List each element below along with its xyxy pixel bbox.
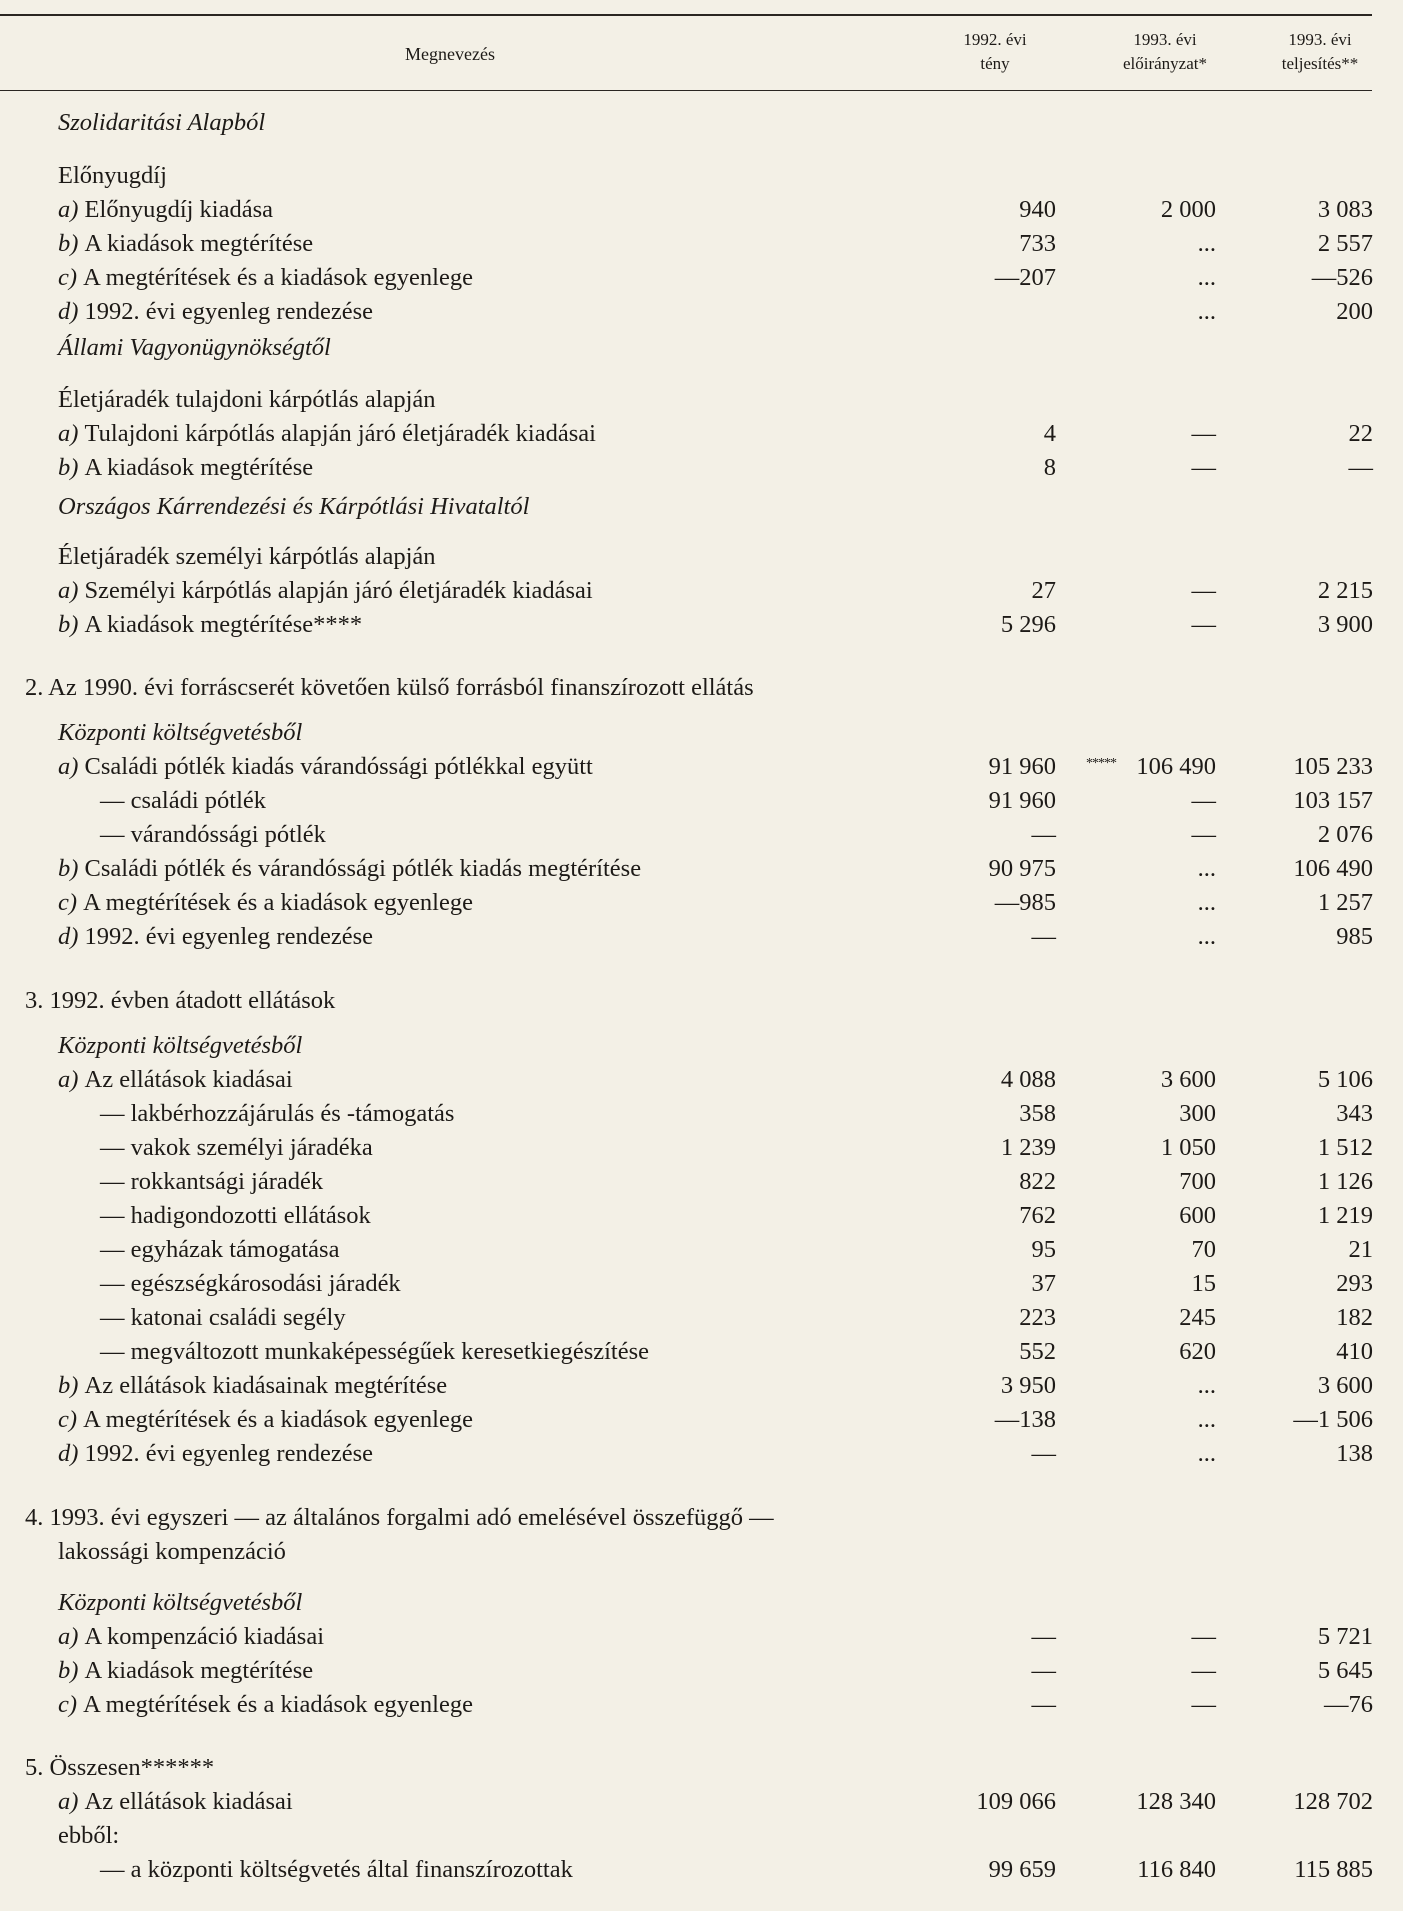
row-value-col3: 105 233 bbox=[1293, 753, 1373, 780]
row-value-col1: 762 bbox=[1019, 1202, 1056, 1229]
row-value-col3: 3 083 bbox=[1317, 196, 1373, 223]
table-row bbox=[0, 451, 1403, 485]
row-label: c) A megtérítések és a kiadások egyenlege bbox=[58, 264, 473, 291]
row-value-col1: 358 bbox=[1019, 1100, 1056, 1127]
row-label: Központi költségvetésből bbox=[58, 1589, 303, 1616]
table-row bbox=[0, 1335, 1403, 1369]
row-label: b) Az ellátások kiadásainak megtérítése bbox=[58, 1372, 448, 1399]
row-value-col3: 1 219 bbox=[1317, 1202, 1373, 1229]
row-value-col1: 5 296 bbox=[1000, 611, 1056, 638]
row-label: a) Személyi kárpótlás alapján járó életjáradék kiadásai bbox=[58, 577, 593, 604]
row-value-col3: 1 126 bbox=[1317, 1168, 1373, 1195]
row-value-col2: ... bbox=[1197, 264, 1216, 291]
row-value-col3: 138 bbox=[1336, 1440, 1373, 1467]
header-col3-line1: 1993. évi bbox=[1288, 30, 1352, 49]
table-row bbox=[0, 1586, 1403, 1620]
row-value-col2: — bbox=[1191, 454, 1216, 481]
table-row bbox=[0, 671, 1403, 705]
row-label: a) Az ellátások kiadásai bbox=[58, 1788, 293, 1815]
row-label: Életjáradék tulajdoni kárpótlás alapján bbox=[58, 386, 436, 413]
row-value-col2: 70 bbox=[1191, 1236, 1216, 1263]
row-value-col1: 1 239 bbox=[1000, 1134, 1056, 1161]
table-row bbox=[0, 818, 1403, 852]
header-col3-line2: teljesítés** bbox=[1281, 54, 1359, 73]
row-value-col1: —985 bbox=[994, 889, 1056, 916]
table-row bbox=[0, 1654, 1403, 1688]
table-row bbox=[0, 852, 1403, 886]
row-value-col3: 22 bbox=[1348, 420, 1373, 447]
top-rule bbox=[0, 14, 1372, 16]
row-label: lakossági kompenzáció bbox=[58, 1538, 286, 1565]
row-value-col3: 410 bbox=[1336, 1338, 1373, 1365]
row-value-col2: 2 000 bbox=[1160, 196, 1216, 223]
row-value-col2: ... bbox=[1197, 923, 1216, 950]
row-value-col2: — bbox=[1191, 1691, 1216, 1718]
table-row bbox=[0, 1751, 1403, 1785]
row-value-col2: 128 340 bbox=[1136, 1788, 1216, 1815]
row-label: Központi költségvetésből bbox=[58, 719, 303, 746]
row-value-col1: — bbox=[1031, 1623, 1056, 1650]
row-value-col1: 8 bbox=[1043, 454, 1056, 481]
row-value-col2: — bbox=[1191, 577, 1216, 604]
table-row bbox=[0, 1199, 1403, 1233]
header-col-1992-teny bbox=[930, 28, 1060, 76]
row-label: — családi pótlék bbox=[100, 787, 267, 814]
header-name: Megnevezés bbox=[405, 44, 495, 64]
row-value-col2: 116 840 bbox=[1137, 1856, 1216, 1883]
row-value-col1: 91 960 bbox=[988, 753, 1056, 780]
table-row bbox=[0, 227, 1403, 261]
row-value-col2: ... bbox=[1197, 1440, 1216, 1467]
table-row bbox=[0, 193, 1403, 227]
row-value-col2: 15 bbox=[1191, 1270, 1216, 1297]
row-value-col2: — bbox=[1191, 787, 1216, 814]
table-row bbox=[0, 1785, 1403, 1819]
row-value-col3: 103 157 bbox=[1293, 787, 1373, 814]
header-col1-line2: tény bbox=[980, 54, 1010, 73]
row-value-col2: 1 050 bbox=[1160, 1134, 1216, 1161]
row-label: b) A kiadások megtérítése bbox=[58, 454, 314, 481]
row-value-col1: 223 bbox=[1019, 1304, 1056, 1331]
table-row bbox=[0, 1267, 1403, 1301]
footnote-mark: ***** bbox=[1086, 756, 1116, 771]
row-value-col3: 21 bbox=[1348, 1236, 1373, 1263]
row-label: c) A megtérítések és a kiadások egyenlege bbox=[58, 889, 473, 916]
row-label: b) A kiadások megtérítése bbox=[58, 1657, 314, 1684]
row-value-col2: 3 600 bbox=[1160, 1066, 1216, 1093]
row-label: d) 1992. évi egyenleg rendezése bbox=[58, 1440, 373, 1467]
table-row bbox=[0, 984, 1403, 1018]
row-value-col1: 3 950 bbox=[1000, 1372, 1056, 1399]
row-value-col2: — bbox=[1191, 611, 1216, 638]
header-col2-line1: 1993. évi bbox=[1133, 30, 1197, 49]
row-value-col3: 3 900 bbox=[1317, 611, 1373, 638]
row-value-col3: 1 512 bbox=[1317, 1134, 1373, 1161]
row-value-col1: — bbox=[1031, 1691, 1056, 1718]
row-value-col1: 90 975 bbox=[988, 855, 1056, 882]
row-value-col1: 109 066 bbox=[976, 1788, 1056, 1815]
row-value-col2: — bbox=[1191, 420, 1216, 447]
table-row bbox=[0, 417, 1403, 451]
table-row bbox=[0, 1403, 1403, 1437]
row-value-col1: 37 bbox=[1031, 1270, 1056, 1297]
table-row bbox=[0, 716, 1403, 750]
row-value-col1: 940 bbox=[1019, 196, 1056, 223]
row-value-col2: 620 bbox=[1179, 1338, 1216, 1365]
row-label: a) Családi pótlék kiadás várandóssági pótlékkal együtt bbox=[58, 753, 593, 780]
row-value-col3: 5 106 bbox=[1317, 1066, 1373, 1093]
row-label: b) A kiadások megtérítése**** bbox=[58, 611, 363, 638]
row-value-col3: 2 076 bbox=[1317, 821, 1373, 848]
table-row bbox=[0, 490, 1403, 524]
row-label: Országos Kárrendezési és Kárpótlási Hivataltól bbox=[58, 493, 530, 520]
row-value-col2: 106 490 bbox=[1136, 753, 1216, 780]
table-row bbox=[0, 261, 1403, 295]
table-row bbox=[0, 784, 1403, 818]
table-row bbox=[0, 1063, 1403, 1097]
row-label: c) A megtérítések és a kiadások egyenlege bbox=[58, 1406, 473, 1433]
table-row bbox=[0, 383, 1403, 417]
table-row bbox=[0, 886, 1403, 920]
row-label: a) Előnyugdíj kiadása bbox=[58, 196, 274, 223]
row-label: — egészségkárosodási járadék bbox=[100, 1270, 401, 1297]
header-col1-line1: 1992. évi bbox=[963, 30, 1027, 49]
table-row bbox=[0, 1437, 1403, 1471]
table-row bbox=[0, 1819, 1403, 1853]
header-col-1993-eloiranyzat bbox=[1090, 28, 1240, 76]
table-row bbox=[0, 295, 1403, 329]
row-value-col2: ... bbox=[1197, 298, 1216, 325]
table-row bbox=[0, 920, 1403, 954]
row-value-col3: —526 bbox=[1311, 264, 1373, 291]
row-value-col3: 1 257 bbox=[1317, 889, 1373, 916]
table-row bbox=[0, 1165, 1403, 1199]
table-row bbox=[0, 1131, 1403, 1165]
row-label: Szolidaritási Alapból bbox=[58, 109, 266, 136]
row-value-col3: 5 645 bbox=[1317, 1657, 1373, 1684]
table-row bbox=[0, 331, 1403, 365]
row-value-col2: ... bbox=[1197, 1406, 1216, 1433]
row-label: — katonai családi segély bbox=[100, 1304, 346, 1331]
row-value-col1: 822 bbox=[1019, 1168, 1056, 1195]
row-value-col2: — bbox=[1191, 1623, 1216, 1650]
row-value-col2: ... bbox=[1197, 889, 1216, 916]
row-value-col2: ... bbox=[1197, 230, 1216, 257]
row-value-col2: 245 bbox=[1179, 1304, 1216, 1331]
table-row bbox=[0, 1688, 1403, 1722]
row-label: — hadigondozotti ellátások bbox=[100, 1202, 371, 1229]
row-value-col1: —207 bbox=[994, 264, 1056, 291]
row-value-col3: 985 bbox=[1336, 923, 1373, 950]
row-value-col2: 300 bbox=[1179, 1100, 1216, 1127]
row-label: a) Tulajdoni kárpótlás alapján járó életjáradék kiadásai bbox=[58, 420, 596, 447]
row-label: — rokkantsági járadék bbox=[100, 1168, 324, 1195]
row-value-col3: 128 702 bbox=[1293, 1788, 1373, 1815]
table-row bbox=[0, 1535, 1403, 1569]
row-value-col2: ... bbox=[1197, 1372, 1216, 1399]
table-row bbox=[0, 1369, 1403, 1403]
row-value-col3: 5 721 bbox=[1317, 1623, 1373, 1650]
row-value-col3: —76 bbox=[1324, 1691, 1373, 1718]
row-value-col3: 3 600 bbox=[1317, 1372, 1373, 1399]
row-value-col3: 2 557 bbox=[1317, 230, 1373, 257]
row-value-col2: 700 bbox=[1179, 1168, 1216, 1195]
row-value-col3: 200 bbox=[1336, 298, 1373, 325]
table-row bbox=[0, 750, 1403, 784]
row-value-col1: 552 bbox=[1019, 1338, 1056, 1365]
row-label: d) 1992. évi egyenleg rendezése bbox=[58, 923, 373, 950]
row-label: 2. Az 1990. évi forráscserét követően külső forrásból finanszírozott ellátás bbox=[25, 674, 754, 701]
row-value-col1: 4 bbox=[1043, 420, 1056, 447]
row-value-col1: — bbox=[1031, 923, 1056, 950]
row-value-col3: 293 bbox=[1336, 1270, 1373, 1297]
header-rule bbox=[0, 90, 1372, 91]
table-row bbox=[0, 106, 1403, 140]
row-label: a) A kompenzáció kiadásai bbox=[58, 1623, 325, 1650]
table-row bbox=[0, 1501, 1403, 1535]
row-label: — vakok személyi járadéka bbox=[100, 1134, 373, 1161]
row-value-col1: — bbox=[1031, 1440, 1056, 1467]
header-col-1993-teljesites bbox=[1250, 28, 1390, 76]
row-label: b) Családi pótlék és várandóssági pótlék kiadás megtérítése bbox=[58, 855, 642, 882]
row-value-col3: 182 bbox=[1336, 1304, 1373, 1331]
row-label: 5. Összesen****** bbox=[25, 1754, 215, 1781]
table-row bbox=[0, 1233, 1403, 1267]
row-value-col1: — bbox=[1031, 1657, 1056, 1684]
row-label: d) 1992. évi egyenleg rendezése bbox=[58, 298, 373, 325]
row-value-col2: — bbox=[1191, 1657, 1216, 1684]
table-row bbox=[0, 159, 1403, 193]
row-value-col1: 27 bbox=[1031, 577, 1056, 604]
row-label: Központi költségvetésből bbox=[58, 1032, 303, 1059]
table-row bbox=[0, 1029, 1403, 1063]
table-row bbox=[0, 1301, 1403, 1335]
row-value-col2: 600 bbox=[1179, 1202, 1216, 1229]
header-col2-line2: előirányzat* bbox=[1122, 54, 1207, 73]
row-label: a) Az ellátások kiadásai bbox=[58, 1066, 293, 1093]
table-row bbox=[0, 1097, 1403, 1131]
row-label: Előnyugdíj bbox=[58, 162, 167, 189]
table-row bbox=[0, 540, 1403, 574]
row-label: — egyházak támogatása bbox=[100, 1236, 340, 1263]
row-value-col2: ... bbox=[1197, 855, 1216, 882]
row-label: — lakbérhozzájárulás és -támogatás bbox=[100, 1100, 455, 1127]
table-row bbox=[0, 1620, 1403, 1654]
row-label: 4. 1993. évi egyszeri — az általános forgalmi adó emelésével összefüggő — bbox=[25, 1504, 774, 1531]
row-label: Állami Vagyonügynökségtől bbox=[58, 334, 331, 361]
row-label: 3. 1992. évben átadott ellátások bbox=[25, 987, 336, 1014]
row-value-col3: 115 885 bbox=[1294, 1856, 1373, 1883]
row-value-col1: —138 bbox=[994, 1406, 1056, 1433]
row-value-col3: 106 490 bbox=[1293, 855, 1373, 882]
row-value-col2: — bbox=[1191, 821, 1216, 848]
row-value-col3: 343 bbox=[1336, 1100, 1373, 1127]
row-value-col1: 91 960 bbox=[988, 787, 1056, 814]
row-label: c) A megtérítések és a kiadások egyenlege bbox=[58, 1691, 473, 1718]
row-label: — megváltozott munkaképességűek keresetkiegészítése bbox=[100, 1338, 650, 1365]
row-label: ebből: bbox=[58, 1822, 120, 1849]
row-label: — várandóssági pótlék bbox=[100, 821, 326, 848]
row-value-col1: 99 659 bbox=[988, 1856, 1056, 1883]
table-row bbox=[0, 574, 1403, 608]
row-label: Életjáradék személyi kárpótlás alapján bbox=[58, 543, 436, 570]
row-value-col1: 95 bbox=[1031, 1236, 1056, 1263]
row-label: — a központi költségvetés által finanszírozottak bbox=[100, 1856, 573, 1883]
row-value-col1: — bbox=[1031, 821, 1056, 848]
row-value-col1: 733 bbox=[1019, 230, 1056, 257]
table-row bbox=[0, 1853, 1403, 1887]
table-row bbox=[0, 608, 1403, 642]
row-value-col3: —1 506 bbox=[1293, 1406, 1373, 1433]
row-value-col3: — bbox=[1348, 454, 1373, 481]
row-value-col3: 2 215 bbox=[1317, 577, 1373, 604]
row-value-col1: 4 088 bbox=[1000, 1066, 1056, 1093]
row-label: b) A kiadások megtérítése bbox=[58, 230, 314, 257]
